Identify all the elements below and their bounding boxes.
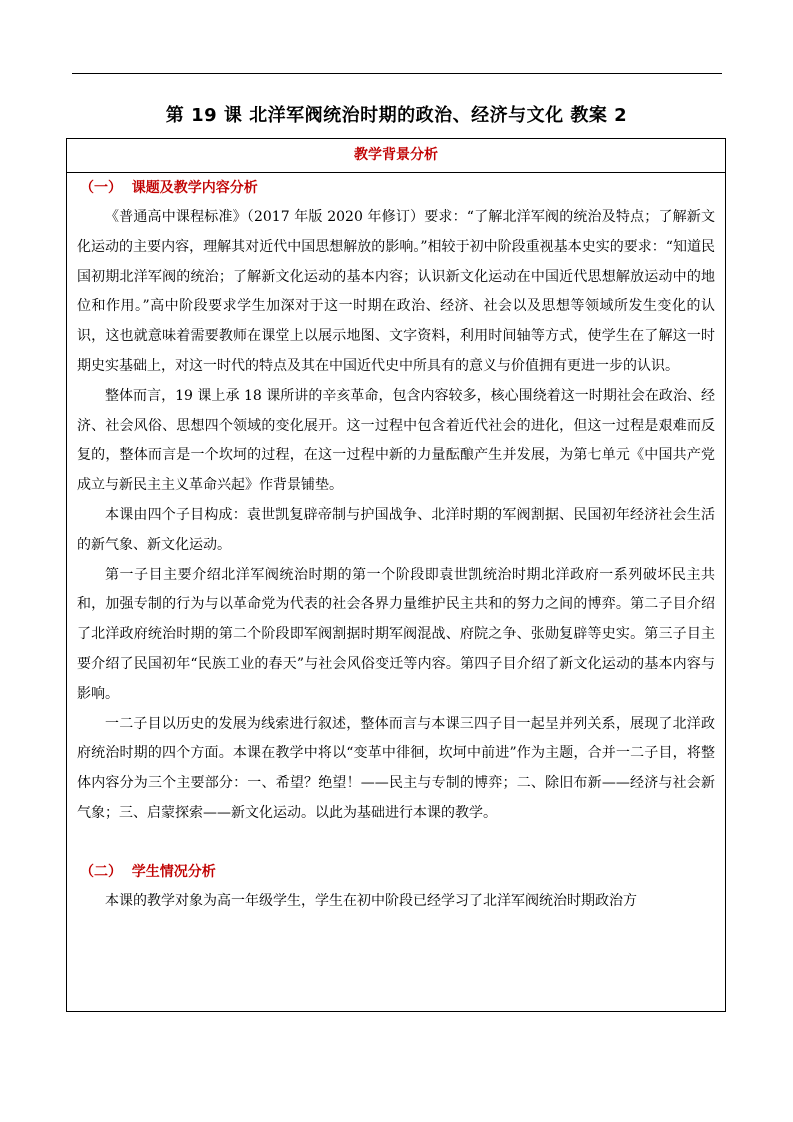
paragraph-curriculum-standard: 《普通高中课程标准》（2017 年版 2020 年修订）要求：“了解北洋军阀的统治及特点；了解新文化运动的主要内容，理解其对近代中国思想解放的影响。”相较于初中阶段重视基本史实的要求：“知道民国初期北洋军阀的统治；了解新文化运动的基本内容；认识新文化运动在中国近代思想解放运动中的地位和作用。”高中阶段要求学生加深对于这一时期在政治、经济、社会以及思想等领域所发生变化的认识，这也就意味着需要教师在课堂上以展示地图、文字资料，利用时间轴等方式，使学生在了解这一时期史实基础上，对这一时代的特点及其在中国近代史中所具有的意义与价值拥有更进一步的认识。 bbox=[77, 209, 715, 374]
paragraph-subsection-details: 第一子目主要介绍北洋军阀统治时期的第一个阶段即袁世凯统治时期北洋政府一系列破坏民主共和，加强专制的行为与以革命党为代表的社会各界力量维护民主共和的努力之间的博弈。第二子目介绍了北洋政府统治时期的第二个阶段即军阀割据时期军阀混战、府院之争、张勋复辟等史实。第三子目主要介绍了民国初年“民族工业的春天”与社会风俗变迁等内容。第四子目介绍了新文化运动的基本内容与影响。 bbox=[77, 566, 715, 702]
paragraph-subsections: 本课由四个子目构成：袁世凯复辟帝制与护国战争、北洋时期的军阀割据、民国初年经济社会生活的新气象、新文化运动。 bbox=[77, 506, 715, 553]
table-header: 教学背景分析 bbox=[67, 139, 725, 173]
document-title: 第 19 课 北洋军阀统治时期的政治、经济与文化 教案 2 bbox=[165, 105, 628, 126]
paragraph-students: 本课的教学对象为高一年级学生，学生在初中阶段已经学习了北洋军阀统治时期政治方 bbox=[105, 892, 637, 909]
header-rule bbox=[72, 73, 722, 74]
paragraph-teaching-theme: 一二子目以历史的发展为线索进行叙述，整体而言与本课三四子目一起呈并列关系，展现了北洋政府统治时期的四个方面。本课在教学中将以“变革中徘徊，坎坷中前进”作为主题，合并一二子目，将整体内容分为三个主要部分：一、希望？绝望！——民主与专制的博弈；二、除旧布新——经济与社会新气象；三、启蒙探索——新文化运动。以此为基础进行本课的教学。 bbox=[77, 715, 715, 821]
table-body bbox=[67, 173, 725, 917]
paragraph-overall: 整体而言，19 课上承 18 课所讲的辛亥革命，包含内容较多，核心围绕着这一时期社会在政治、经济、社会风俗、思想四个领域的变化展开。这一过程中包含着近代社会的进化，但这一过程是艰难而反复的，整体而言是一个坎坷的过程，在这一过程中新的力量酝酿产生并发展，为第七单元《中国共产党成立与新民主主义革命兴起》作背景铺垫。 bbox=[77, 387, 715, 494]
section-heading-student-analysis: （二） 学生情况分析 bbox=[80, 863, 216, 880]
section-heading-content-analysis: （一） 课题及教学内容分析 bbox=[80, 180, 258, 196]
lesson-plan-table bbox=[66, 138, 726, 1012]
